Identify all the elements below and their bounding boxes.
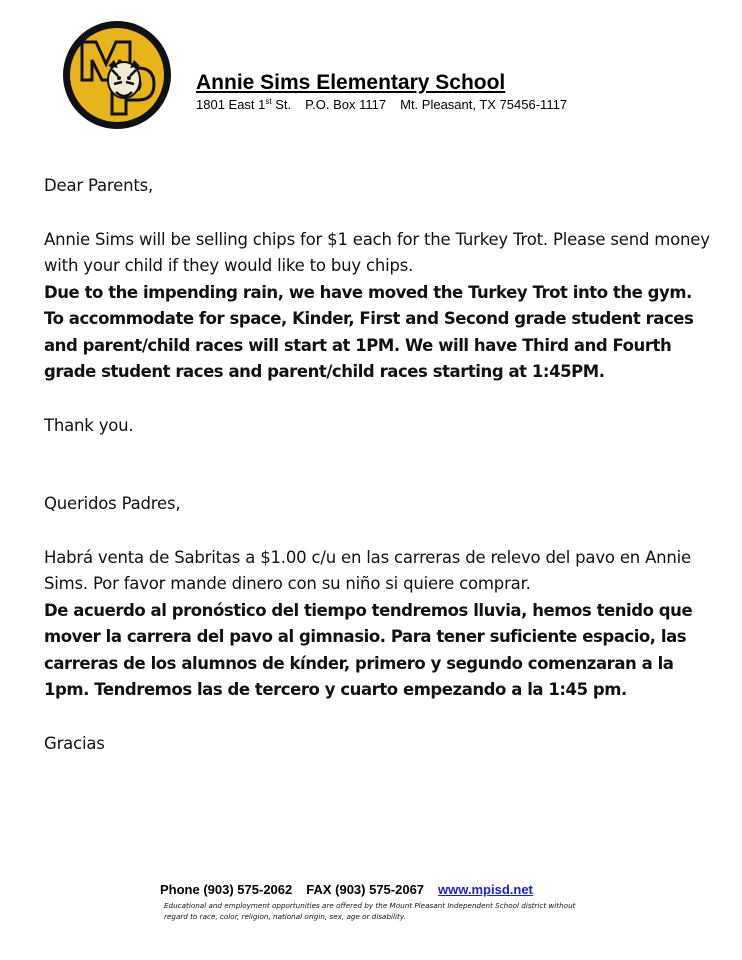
school-address xyxy=(196,98,567,111)
footer-fax: FAX (903) 575-2067 xyxy=(306,882,425,897)
address-street-sup: st xyxy=(265,97,272,106)
address-pobox: P.O. Box 1117 xyxy=(305,97,387,112)
footer-disclaimer: Educational and employment opportunities are offered by the Mount Pleasant Independent School district without regard to race, color, religion, national origin, sex, age or disability. xyxy=(164,901,576,921)
address-city: Mt. Pleasant, TX 75456-1117 xyxy=(400,97,568,112)
footer-phone: Phone (903) 575-2062 xyxy=(160,882,293,897)
address-street: 1801 East 1 xyxy=(196,97,266,112)
paragraph-rain-en: Due to the impending rain, we have moved the Turkey Trot into the gym. To accommodate for space, Kinder, First and Second grade student races and parent/child races will start at 1PM. We will have Third and Fourth grade student races and parent/child races starting at 1:45PM. xyxy=(44,282,694,381)
paragraph-rain-es: De acuerdo al pronóstico del tiempo tendremos lluvia, hemos tenido que mover la carrera del pavo al gimnasio. Para tener suficiente espacio, las carreras de los alumnos de kínder, primero y segundo comenzaran a la 1pm. Tendremos las de tercero y cuarto empezando a la 1:45 pm. xyxy=(44,600,693,699)
closing-en: Thank you. xyxy=(44,415,134,435)
footer-contact xyxy=(160,883,533,896)
letter-spanish xyxy=(44,491,714,757)
greeting-en: Dear Parents, xyxy=(44,176,154,195)
letter-english xyxy=(44,173,714,439)
address-street-end: St. xyxy=(275,97,292,112)
paragraph-chips-en: Annie Sims will be selling chips for $1 each for the Turkey Trot. Please send money with your child if they would like to buy chips. xyxy=(44,229,710,275)
paragraph-chips-es: Habrá venta de Sabritas a $1.00 c/u en las carreras de relevo del pavo en Annie Sims. Por favor mande dinero con su niño si quiere comprar. xyxy=(44,547,692,593)
closing-es: Gracias xyxy=(44,733,105,753)
school-name: Annie Sims Elementary School xyxy=(196,71,506,94)
greeting-es: Queridos Padres, xyxy=(44,494,181,513)
website-link[interactable]: www.mpisd.net xyxy=(438,882,533,897)
tiger-mp-logo-icon xyxy=(62,20,172,130)
school-logo xyxy=(62,20,172,130)
